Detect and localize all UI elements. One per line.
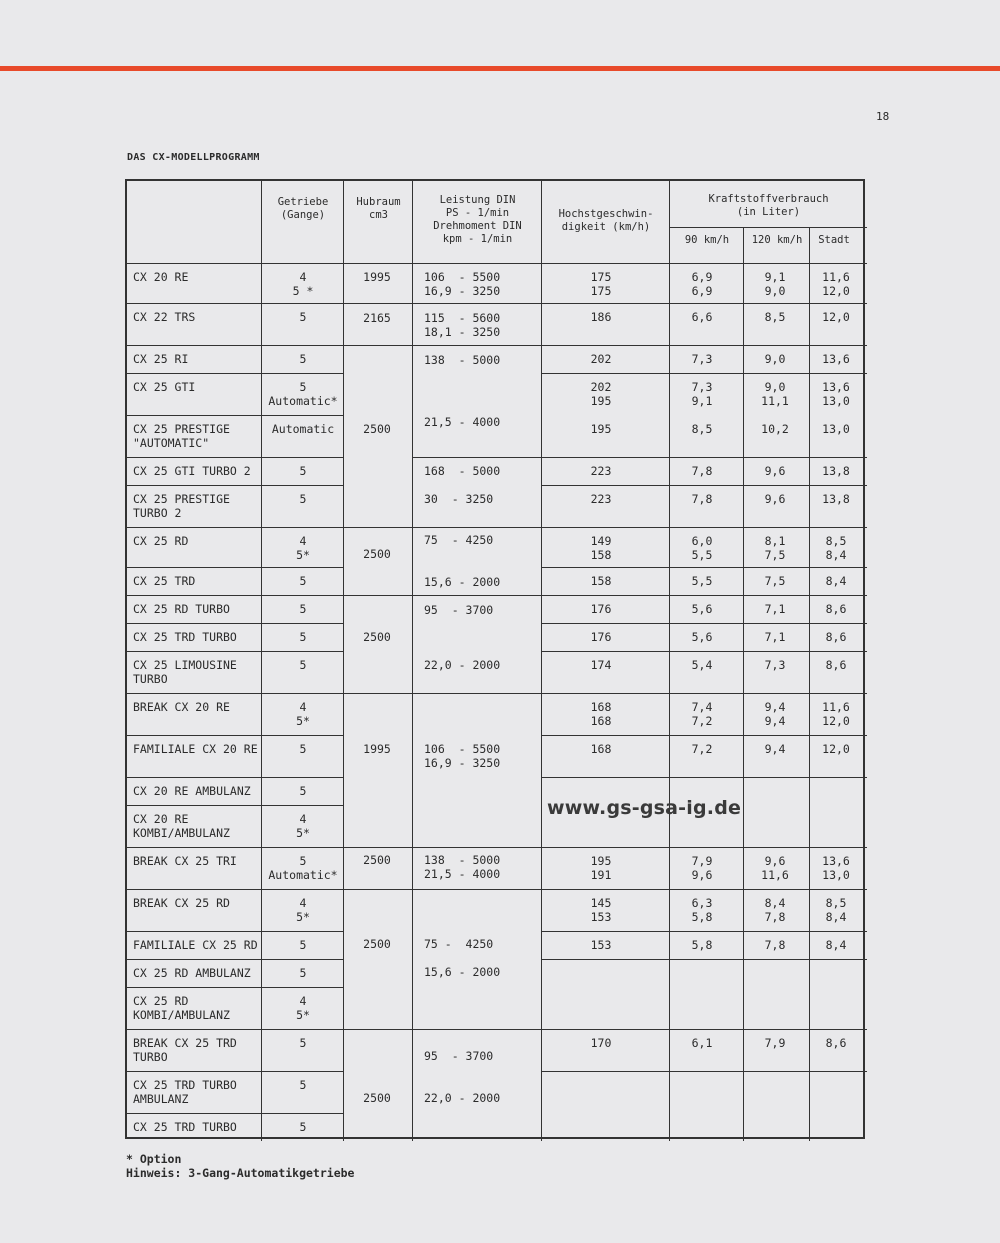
header-kraftstoff: Kraftstoffverbrauch (in Liter) (708, 193, 829, 218)
row-divider (127, 373, 344, 374)
row-divider (127, 345, 344, 346)
group-divider (344, 345, 413, 346)
hubraum-cell: 2500 (363, 630, 391, 644)
row-divider (127, 651, 344, 652)
model-name: CX 25 TRD TURBO (133, 630, 237, 644)
leistung-cell: 22,0 - 2000 (424, 658, 501, 672)
model-name: CX 22 TRS (133, 310, 196, 324)
row-divider (542, 1029, 867, 1030)
consumption-city: 8,5 8,4 (825, 534, 847, 562)
consumption-city: 11,6 12,0 (822, 700, 850, 728)
consumption-90: 7,8 (691, 492, 713, 506)
row-divider (127, 693, 344, 694)
gear-cell: 5 Automatic* (268, 854, 338, 882)
consumption-90: 7,8 (691, 464, 713, 478)
gear-cell: 4 5* (296, 896, 310, 924)
group-divider (413, 693, 542, 694)
gear-cell: 5 (299, 742, 307, 756)
consumption-90: 6,6 (691, 310, 713, 324)
row-divider (542, 651, 867, 652)
row-divider (542, 889, 867, 890)
header-hubraum: Hubraum cm3 (356, 196, 401, 221)
model-name: BREAK CX 25 TRI (133, 854, 237, 868)
speed-cell: 176 (590, 630, 612, 644)
consumption-90: 6,0 5,5 (691, 534, 713, 562)
consumption-90: 6,9 6,9 (691, 270, 713, 298)
consumption-120: 7,1 (764, 630, 786, 644)
row-divider (542, 567, 867, 568)
hinweis: Hinweis: 3-Gang-Automatikgetriebe (126, 1166, 355, 1180)
consumption-90: 7,4 7,2 (691, 700, 713, 728)
consumption-city: 8,4 (825, 938, 847, 952)
speed-cell: 149 158 (590, 534, 612, 562)
footnote: * Option (126, 1152, 182, 1166)
group-divider (413, 847, 542, 848)
row-divider (127, 1029, 344, 1030)
leistung-cell: 138 - 5000 21,5 - 4000 (424, 853, 501, 881)
consumption-120: 9,6 (764, 464, 786, 478)
row-divider (542, 931, 867, 932)
gear-cell: 5 Automatic* (268, 380, 338, 408)
consumption-120: 9,0 (764, 352, 786, 366)
row-divider (127, 457, 344, 458)
row-divider (542, 777, 867, 778)
consumption-90: 8,5 (691, 422, 713, 436)
consumption-120: 7,3 (764, 658, 786, 672)
model-name: CX 20 RE AMBULANZ (133, 784, 251, 798)
leistung-cell: 106 - 5500 16,9 - 3250 (424, 742, 501, 770)
speed-cell: 223 (590, 492, 612, 506)
group-divider (344, 889, 413, 890)
model-name: CX 25 GTI (133, 380, 196, 394)
gear-cell: 5 (299, 658, 307, 672)
model-name: FAMILIALE CX 20 RE (133, 742, 258, 756)
consumption-120: 8,4 7,8 (764, 896, 786, 924)
model-name: CX 25 TRD TURBO AMBULANZ (133, 1078, 237, 1106)
speed-cell: 170 (590, 1036, 612, 1050)
model-name: CX 25 PRESTIGE TURBO 2 (133, 492, 230, 520)
row-divider (127, 987, 344, 988)
group-divider (344, 527, 413, 528)
model-name: CX 25 GTI TURBO 2 (133, 464, 251, 478)
model-table (125, 179, 865, 1139)
hubraum-cell: 2500 (363, 422, 391, 436)
row-divider (127, 805, 344, 806)
gear-cell: 5 (299, 464, 307, 478)
consumption-city: 13,8 (822, 492, 850, 506)
row-divider (542, 959, 867, 960)
speed-cell: 174 (590, 658, 612, 672)
row-divider (127, 527, 344, 528)
model-name: CX 25 LIMOUSINE TURBO (133, 658, 237, 686)
hubraum-cell: 2500 (363, 547, 391, 561)
page-number: 18 (876, 110, 890, 123)
hubraum-cell: 1995 (363, 742, 391, 756)
leistung-cell: 75 - 4250 (424, 937, 494, 951)
model-name: CX 25 RD (133, 534, 189, 548)
hubraum-cell: 2500 (363, 853, 391, 867)
speed-cell: 195 (590, 422, 612, 436)
consumption-120: 7,1 (764, 602, 786, 616)
row-divider (542, 485, 867, 486)
model-name: FAMILIALE CX 25 RD (133, 938, 258, 952)
row-divider (542, 735, 867, 736)
group-divider (413, 303, 542, 304)
speed-cell: 145 153 (590, 896, 612, 924)
speed-cell: 202 (590, 352, 612, 366)
consumption-city: 12,0 (822, 742, 850, 756)
consumption-90: 5,6 (691, 602, 713, 616)
group-divider (413, 595, 542, 596)
consumption-120: 10,2 (761, 422, 789, 436)
group-divider (413, 457, 542, 458)
gear-cell: 5 (299, 310, 307, 324)
model-name: CX 25 RD TURBO (133, 602, 230, 616)
row-divider (127, 485, 344, 486)
group-divider (344, 693, 413, 694)
header-subrule (670, 227, 867, 228)
consumption-city: 8,4 (825, 574, 847, 588)
hubraum-cell: 2165 (363, 311, 391, 325)
gear-cell: 5 (299, 784, 307, 798)
consumption-90: 7,2 (691, 742, 713, 756)
model-name: CX 25 RD KOMBI/AMBULANZ (133, 994, 230, 1022)
gear-cell: 5 (299, 1036, 307, 1050)
speed-cell: 176 (590, 602, 612, 616)
group-divider (344, 303, 413, 304)
row-divider (127, 623, 344, 624)
consumption-120: 7,9 (764, 1036, 786, 1050)
model-name: BREAK CX 20 RE (133, 700, 230, 714)
gear-cell: 5 (299, 1078, 307, 1092)
gear-cell: 4 5* (296, 994, 310, 1022)
row-divider (542, 847, 867, 848)
speed-cell: 153 (590, 938, 612, 952)
hubraum-cell: 2500 (363, 937, 391, 951)
row-divider (542, 693, 867, 694)
consumption-city: 13,6 (822, 352, 850, 366)
consumption-120: 7,8 (764, 938, 786, 952)
gear-cell: 4 5* (296, 534, 310, 562)
consumption-120: 7,5 (764, 574, 786, 588)
leistung-cell: 75 - 4250 (424, 533, 494, 547)
consumption-120: 8,1 7,5 (764, 534, 786, 562)
consumption-city: 13,6 13,0 (822, 854, 850, 882)
hubraum-cell: 2500 (363, 1091, 391, 1105)
consumption-120: 9,6 11,6 (761, 854, 789, 882)
gear-cell: 5 (299, 630, 307, 644)
consumption-120: 9,0 11,1 (761, 380, 789, 408)
speed-cell: 202 195 (590, 380, 612, 408)
header-90: 90 km/h (684, 234, 730, 246)
consumption-120: 9,1 9,0 (764, 270, 786, 298)
consumption-city: 12,0 (822, 310, 850, 324)
row-divider (127, 847, 344, 848)
consumption-120: 8,5 (764, 310, 786, 324)
consumption-90: 7,3 9,1 (691, 380, 713, 408)
page-title: DAS CX-MODELLPROGRAMM (127, 152, 260, 163)
row-divider (542, 457, 867, 458)
row-divider (542, 373, 867, 374)
header-hoechst: Hochstgeschwin- digkeit (km/h) (558, 208, 654, 233)
row-divider (127, 777, 344, 778)
leistung-cell: 95 - 3700 (424, 603, 494, 617)
row-divider (127, 959, 344, 960)
column-divider (412, 181, 413, 1141)
row-divider (542, 345, 867, 346)
consumption-city: 13,8 (822, 464, 850, 478)
row-divider (127, 415, 344, 416)
row-divider (127, 567, 344, 568)
gear-cell: 5 (299, 574, 307, 588)
speed-cell: 195 191 (590, 854, 612, 882)
consumption-city: 8,6 (825, 1036, 847, 1050)
consumption-120: 9,4 9,4 (764, 700, 786, 728)
group-divider (344, 847, 413, 848)
leistung-cell: 15,6 - 2000 (424, 965, 501, 979)
row-divider (542, 1071, 867, 1072)
gear-cell: 5 (299, 602, 307, 616)
consumption-city: 11,6 12,0 (822, 270, 850, 298)
consumption-90: 7,9 9,6 (691, 854, 713, 882)
consumption-city: 8,6 (825, 658, 847, 672)
row-divider (127, 1113, 344, 1114)
consumption-city: 8,6 (825, 630, 847, 644)
model-name: CX 25 TRD TURBO (133, 1120, 237, 1134)
header-stadt: Stadt (818, 234, 850, 246)
row-divider (127, 889, 344, 890)
row-divider (127, 931, 344, 932)
leistung-cell: 115 - 5600 18,1 - 3250 (424, 311, 501, 339)
consumption-90: 6,1 (691, 1036, 713, 1050)
group-divider (413, 1029, 542, 1030)
header-bottom-rule (127, 263, 867, 264)
speed-cell: 168 168 (590, 700, 612, 728)
header-rule (0, 66, 1000, 71)
speed-cell: 175 175 (590, 270, 612, 298)
model-name: CX 25 PRESTIGE "AUTOMATIC" (133, 422, 230, 450)
consumption-90: 5,5 (691, 574, 713, 588)
group-divider (344, 595, 413, 596)
model-name: BREAK CX 25 RD (133, 896, 230, 910)
consumption-120: 9,6 (764, 492, 786, 506)
consumption-90: 5,4 (691, 658, 713, 672)
group-divider (413, 889, 542, 890)
row-divider (127, 303, 344, 304)
row-divider (127, 735, 344, 736)
speed-cell: 186 (590, 310, 612, 324)
gear-cell: 5 (299, 492, 307, 506)
consumption-90: 5,6 (691, 630, 713, 644)
leistung-cell: 15,6 - 2000 (424, 575, 501, 589)
consumption-90: 6,3 5,8 (691, 896, 713, 924)
consumption-city: 8,5 8,4 (825, 896, 847, 924)
row-divider (542, 527, 867, 528)
row-divider (542, 623, 867, 624)
leistung-cell: 138 - 5000 (424, 353, 501, 367)
model-name: CX 20 RE KOMBI/AMBULANZ (133, 812, 230, 840)
leistung-cell: 22,0 - 2000 (424, 1091, 501, 1105)
row-divider (542, 595, 867, 596)
model-name: CX 25 RI (133, 352, 189, 366)
group-divider (344, 1029, 413, 1030)
leistung-cell: 106 - 5500 16,9 - 3250 (424, 270, 501, 298)
model-name: CX 25 RD AMBULANZ (133, 966, 251, 980)
leistung-cell: 21,5 - 4000 (424, 415, 501, 429)
hubraum-cell: 1995 (363, 270, 391, 284)
gear-cell: 4 5* (296, 700, 310, 728)
consumption-city: 8,6 (825, 602, 847, 616)
row-divider (127, 1071, 344, 1072)
header-120: 120 km/h (751, 234, 803, 246)
group-divider (413, 527, 542, 528)
gear-cell: 4 5 * (292, 270, 314, 298)
gear-cell: 5 (299, 938, 307, 952)
gear-cell: 5 (299, 352, 307, 366)
leistung-cell: 168 - 5000 (424, 464, 501, 478)
gear-cell: 4 5* (296, 812, 310, 840)
row-divider (542, 303, 867, 304)
speed-cell: 158 (590, 574, 612, 588)
gear-cell: 5 (299, 1120, 307, 1134)
speed-cell: 223 (590, 464, 612, 478)
consumption-90: 5,8 (691, 938, 713, 952)
group-divider (413, 345, 542, 346)
gear-cell: Automatic (271, 422, 335, 436)
model-name: BREAK CX 25 TRD TURBO (133, 1036, 237, 1064)
consumption-120: 9,4 (764, 742, 786, 756)
row-divider (127, 595, 344, 596)
header-leistung: Leistung DIN PS - 1/min Drehmoment DIN kpm - 1/min (433, 194, 522, 245)
leistung-cell: 95 - 3700 (424, 1049, 494, 1063)
speed-cell: 168 (590, 742, 612, 756)
consumption-90: 7,3 (691, 352, 713, 366)
watermark: www.gs-gsa-ig.de (547, 797, 742, 819)
gear-cell: 5 (299, 966, 307, 980)
consumption-city: 13,0 (822, 422, 850, 436)
consumption-city: 13,6 13,0 (822, 380, 850, 408)
header-getriebe: Getriebe (Gange) (277, 196, 329, 221)
leistung-cell: 30 - 3250 (424, 492, 494, 506)
model-name: CX 25 TRD (133, 574, 196, 588)
model-name: CX 20 RE (133, 270, 189, 284)
